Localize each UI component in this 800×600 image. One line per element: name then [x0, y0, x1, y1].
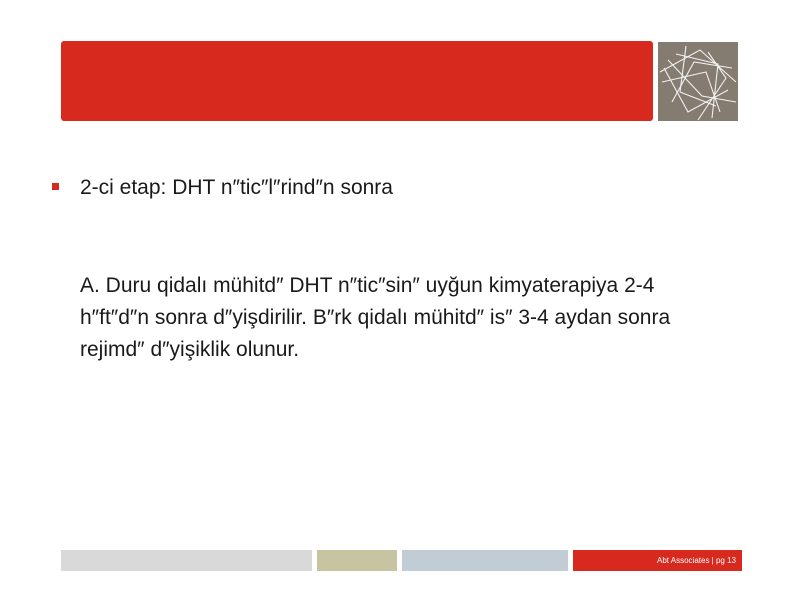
footer-bar-blue: [402, 550, 568, 571]
footer-label: Abt Associates | pg 13: [573, 550, 742, 571]
body-paragraph: A. Duru qidalı mühitd″ DHT n″tic″sin″ uyğun kimyaterapiya 2-4 h″ft″d″n sonra d″yişdirilir. B″rk qidalı mühitd″ is″ 3-4 aydan sonra rejimd″ d″yişiklik olunur.: [80, 274, 671, 361]
slide-content: [52, 172, 742, 366]
bullet-text: 2-ci etap: DHT n″tic″l″rind″n sonra: [80, 176, 393, 199]
abstract-lines-logo-icon: [658, 42, 738, 121]
title-banner: [61, 41, 653, 121]
bullet-item: [52, 172, 742, 204]
footer-bar-gray: [61, 550, 312, 571]
square-bullet-icon: [52, 183, 59, 190]
footer-bar-olive: [317, 550, 397, 571]
